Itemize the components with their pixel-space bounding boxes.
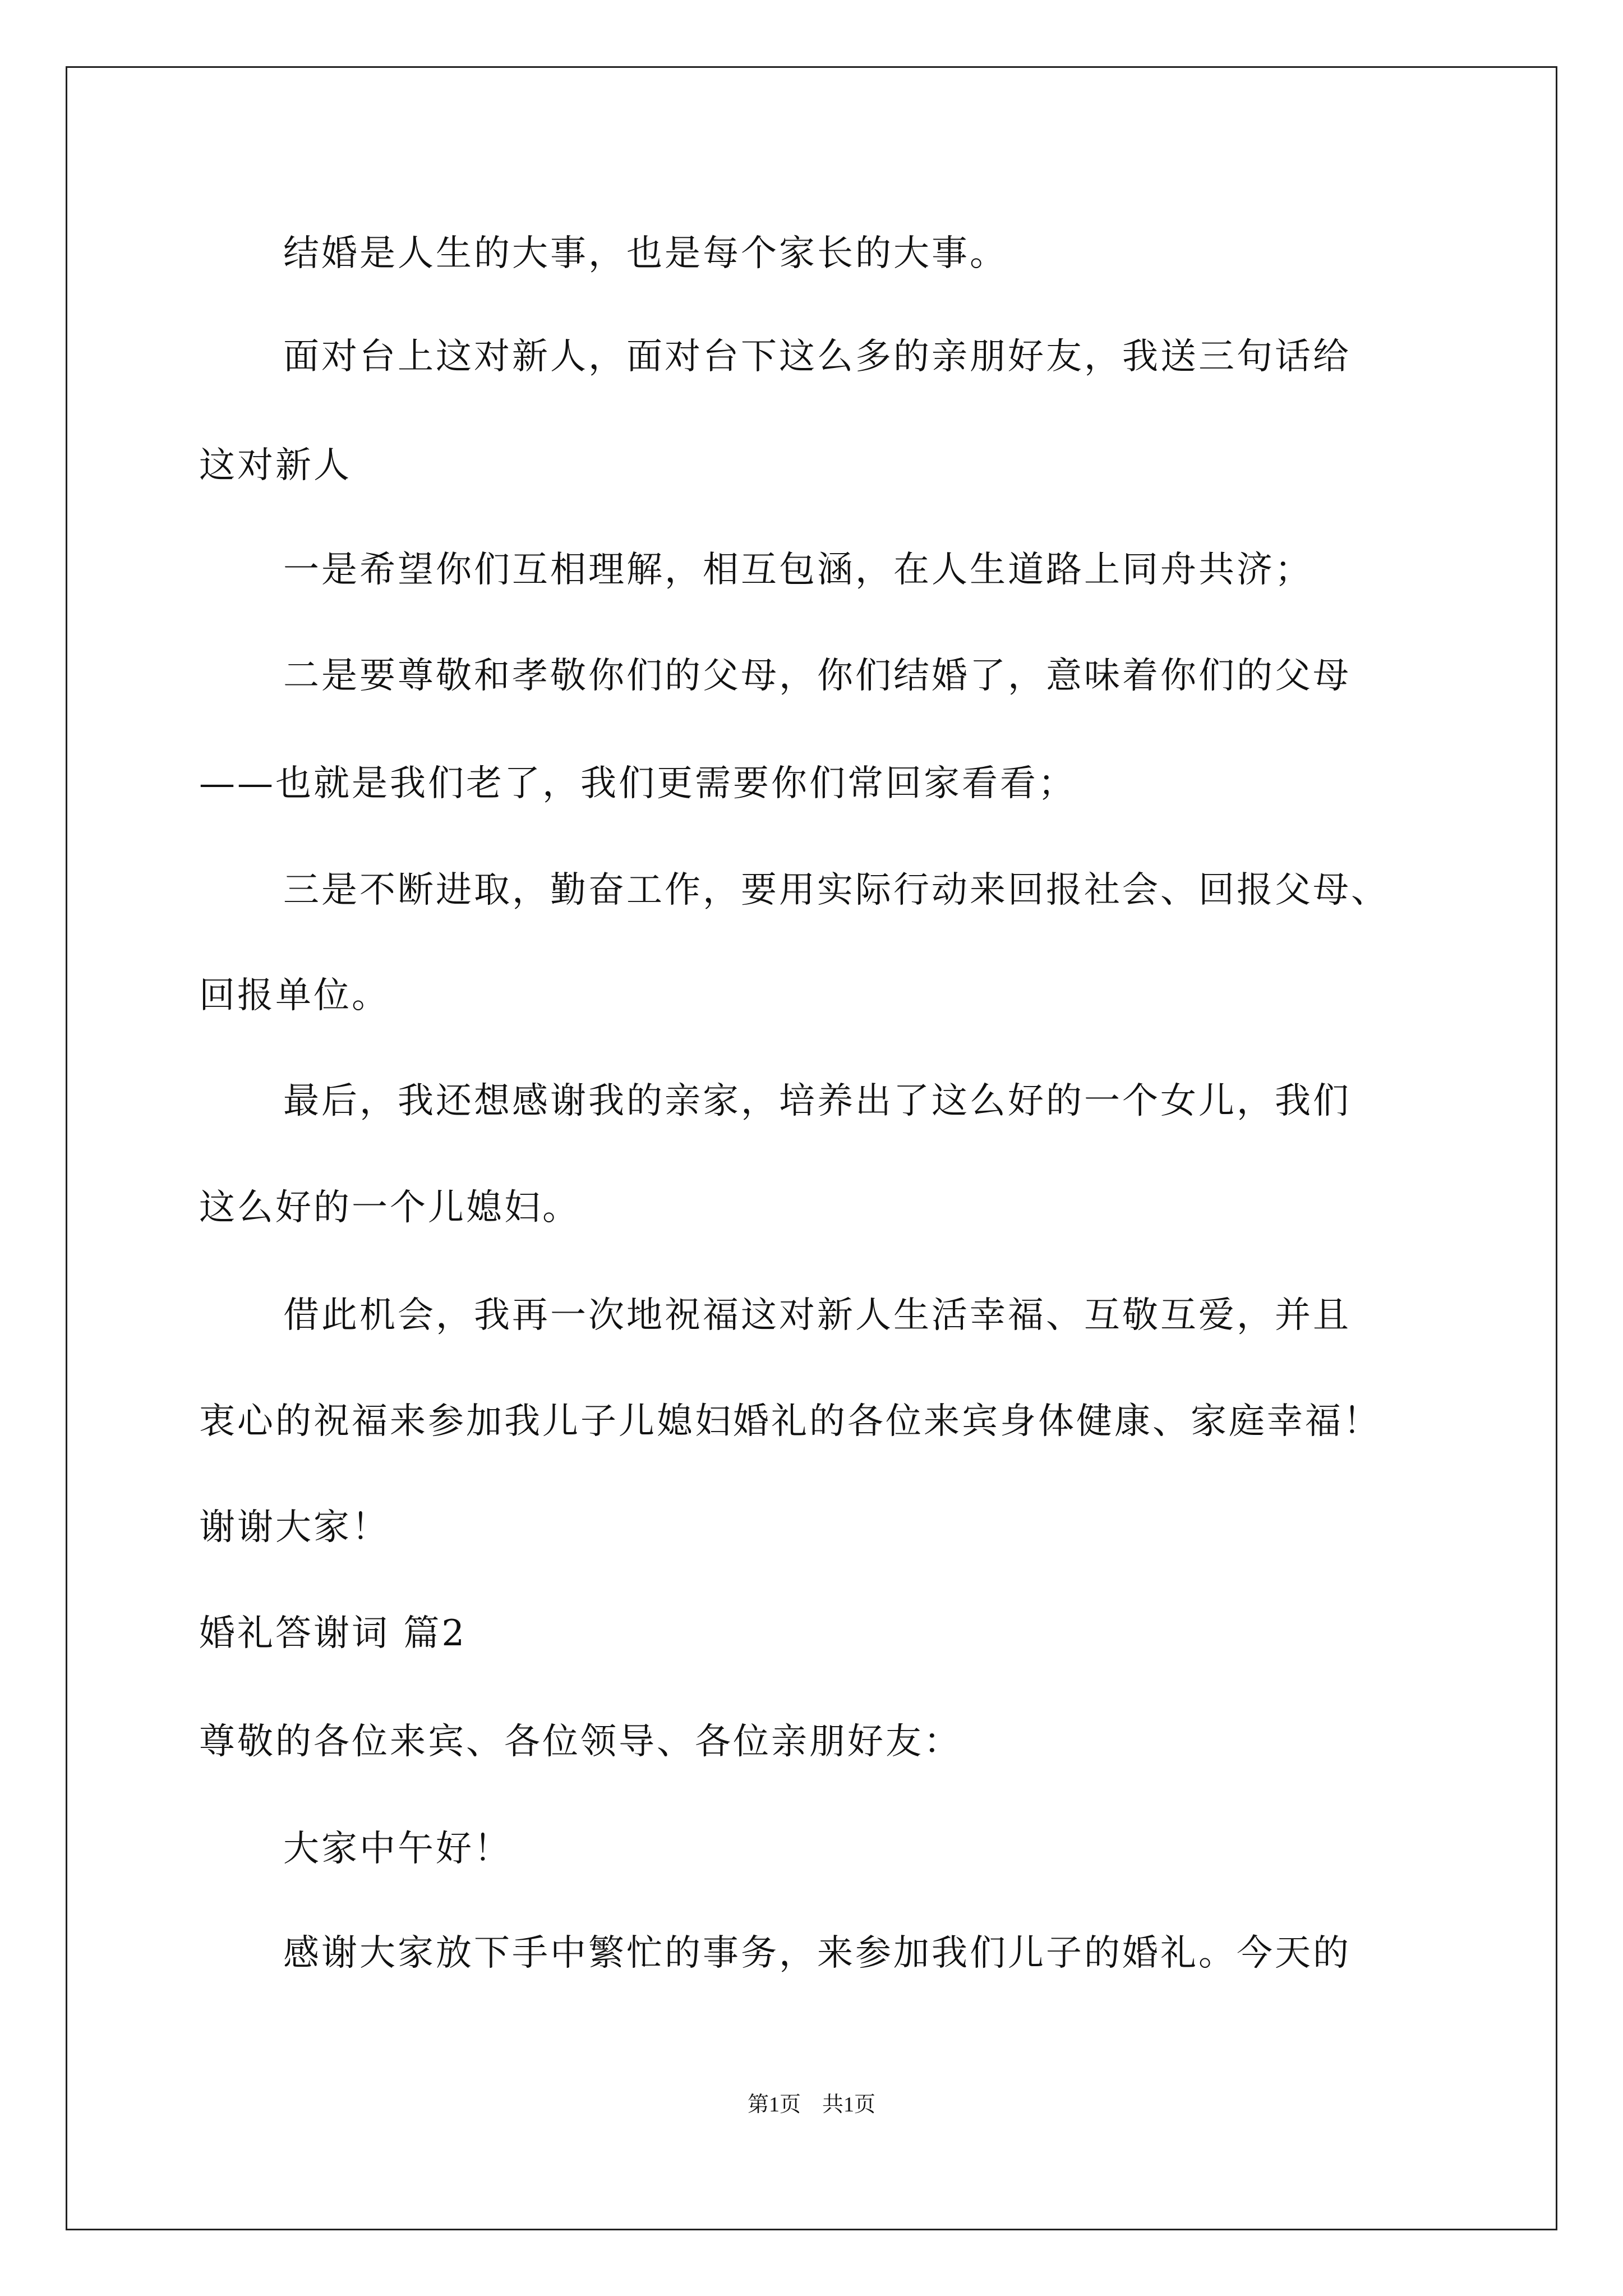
text-line: 最后，我还想感谢我的亲家，培养出了这么好的一个女儿，我们: [283, 1080, 1351, 1122]
text-line: ——也就是我们老了，我们更需要你们常回家看看；: [199, 763, 1076, 804]
salutation: 尊敬的各位来宾、各位领导、各位亲朋好友：: [199, 1721, 962, 1763]
text-line: 面对台上这对新人，面对台下这么多的亲朋好友，我送三句话给: [283, 336, 1351, 378]
text-line: 大家中午好！: [283, 1828, 512, 1870]
text-line: 借此机会，我再一次地祝福这对新人生活幸福、互敬互爱，并且: [283, 1295, 1351, 1336]
text-line: 这对新人: [199, 445, 352, 486]
page-border: [66, 66, 1557, 2230]
text-line: 谢谢大家！: [199, 1507, 390, 1548]
section-heading: 婚礼答谢词 篇2: [199, 1613, 467, 1654]
text-line: 这么好的一个儿媳妇。: [199, 1187, 580, 1228]
text-line: 感谢大家放下手中繁忙的事务，来参加我们儿子的婚礼。今天的: [283, 1932, 1351, 1974]
text-line: 回报单位。: [199, 975, 390, 1016]
text-line: 三是不断进取，勤奋工作，要用实际行动来回报社会、回报父母、: [283, 869, 1389, 911]
text-line: 二是要尊敬和孝敬你们的父母，你们结婚了，意味着你们的父母: [283, 655, 1351, 697]
text-line: 一是希望你们互相理解，相互包涵，在人生道路上同舟共济；: [283, 549, 1313, 591]
text-line: 衷心的祝福来参加我儿子儿媳妇婚礼的各位来宾身体健康、家庭幸福！: [199, 1401, 1381, 1442]
page-number-footer: 第1页 共1页: [747, 2093, 875, 2116]
text-line: 结婚是人生的大事，也是每个家长的大事。: [283, 233, 1008, 274]
